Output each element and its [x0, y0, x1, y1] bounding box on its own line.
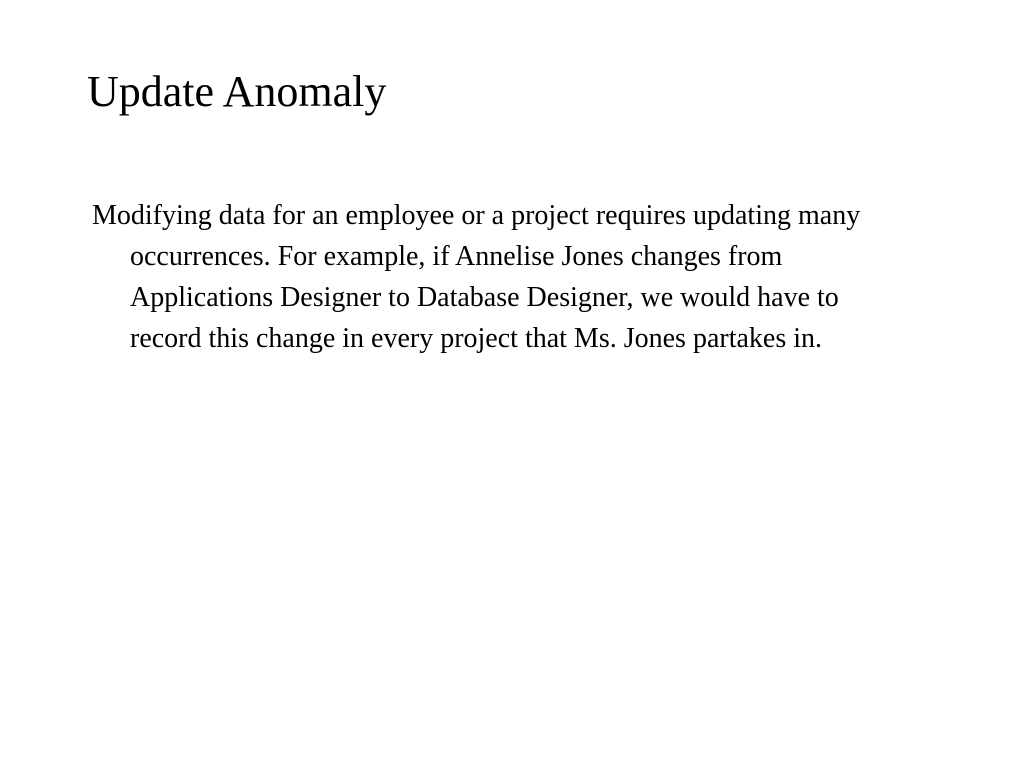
body-paragraph: Modifying data for an employee or a project requires updating many occurrences. For example, if Annelise Jones changes from Applications Designer to Database Designer, we would have to record this change in every project that Ms. Jones partakes in.	[92, 200, 861, 354]
slide-body	[92, 195, 902, 359]
slide-title: Update Anomaly	[87, 67, 387, 116]
